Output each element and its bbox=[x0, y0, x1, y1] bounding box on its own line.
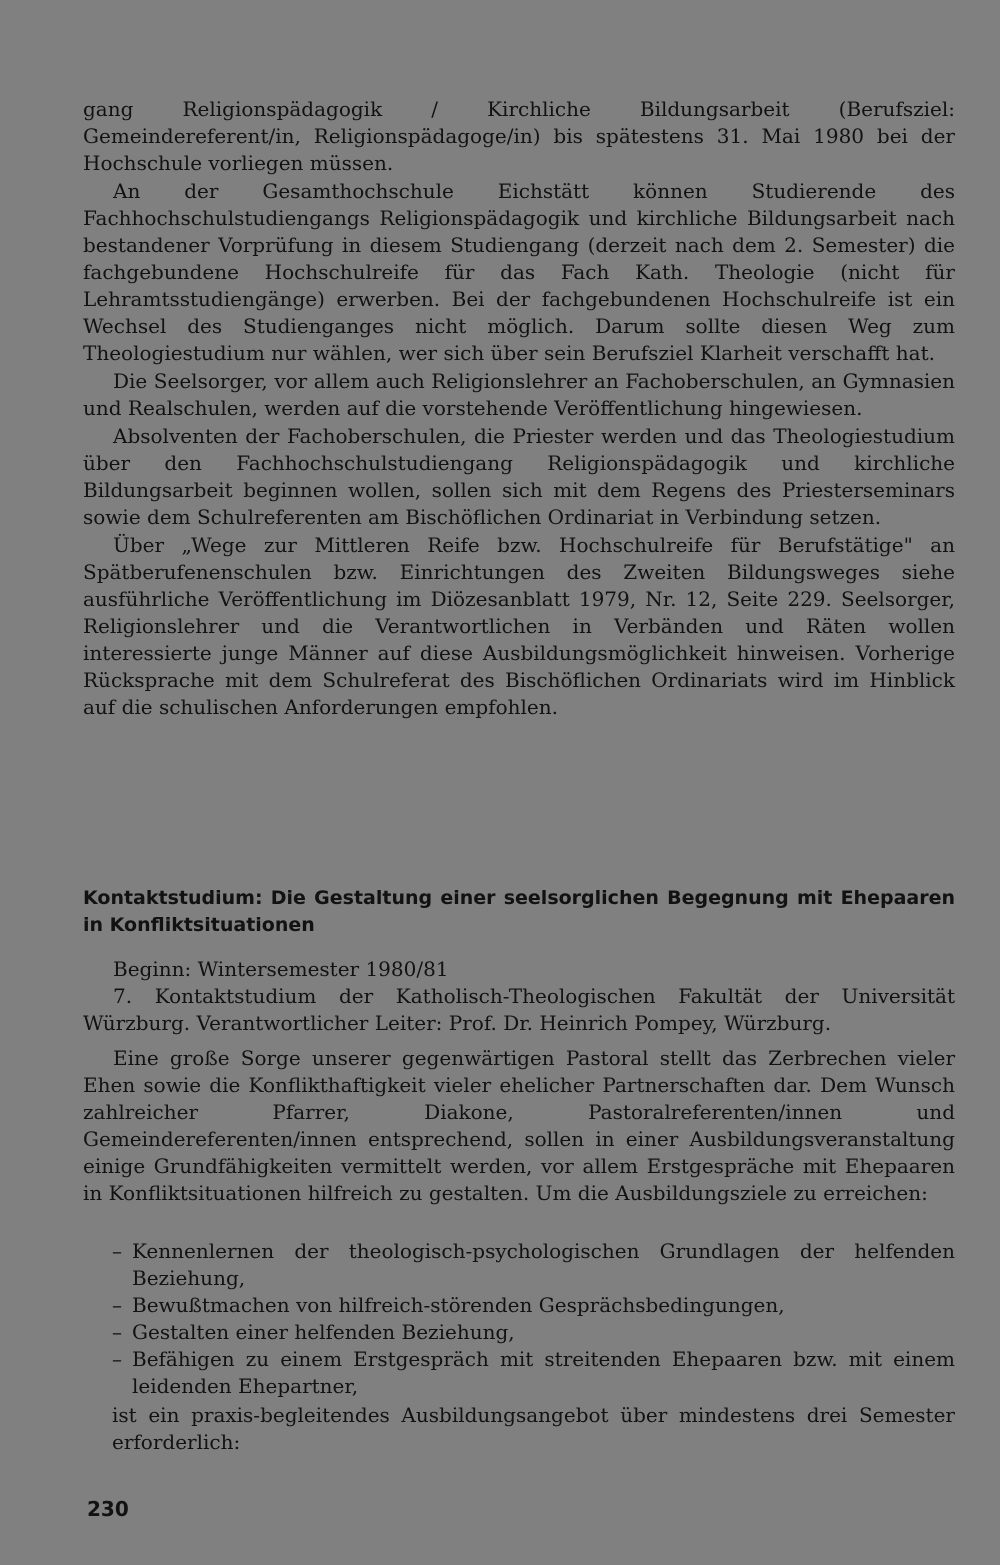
dash-marker: – bbox=[112, 1293, 122, 1317]
paragraph: Die Seelsorger, vor allem auch Religionslehrer an Fachoberschulen, an Gymnasien und Realschulen, werden auf die vorstehende Veröffentlichung hingewiesen. bbox=[83, 369, 955, 420]
list-item-text: Kennenlernen der theologisch-psychologischen Grundlagen der helfenden Beziehung, bbox=[132, 1239, 955, 1290]
section-heading: Kontaktstudium: Die Gestaltung einer seelsorglichen Begegnung mit Ehepaaren in Konfliktsituationen bbox=[83, 887, 955, 936]
section-kontaktstudium bbox=[83, 956, 955, 1207]
list-item bbox=[112, 1346, 955, 1400]
closing-paragraph: ist ein praxis-begleitendes Ausbildungsangebot über mindestens drei Semester erforderlich: bbox=[112, 1403, 955, 1454]
list-item bbox=[112, 1319, 955, 1346]
goals-list bbox=[112, 1238, 955, 1400]
paragraph: gang Religionspädagogik / Kirchliche Bildungsarbeit (Berufsziel: Gemeindereferent/in, Religionspädagoge/in) bis spätestens 31. Mai 1980 bei der Hochschule vorliegen müssen. bbox=[83, 97, 955, 175]
list-item bbox=[112, 1292, 955, 1319]
dash-marker: – bbox=[112, 1347, 122, 1371]
body-paragraph: Eine große Sorge unserer gegenwärtigen Pastoral stellt das Zerbrechen vieler Ehen sowie die Konflikthaftigkeit vieler ehelicher Partnerschaften dar. Dem Wunsch zahlreicher Pfarrer, Diakone, Pastoralreferenten/innen und Gemeindereferenten/innen entsprechend, sollen in einer Ausbildungsveranstaltung einige Grundfähigkeiten vermittelt werden, vor allem Erstgespräche mit Ehepaaren in Konfliktsituationen hilfreich zu gestalten. Um die Ausbildungsziele zu erreichen: bbox=[83, 1046, 955, 1205]
section-continuation bbox=[83, 96, 955, 721]
paragraph: Absolventen der Fachoberschulen, die Priester werden und das Theologiestudium über den Fachhochschulstudiengang Religionspädagogik und kirchliche Bildungsarbeit beginnen wollen, sollen sich mit dem Regens des Priesterseminars sowie dem Schulreferenten am Bischöflichen Ordinariat in Verbindung setzen. bbox=[83, 424, 955, 529]
paragraph: Über „Wege zur Mittleren Reife bzw. Hochschulreife für Berufstätige" an Spätberufenenschulen bzw. Einrichtungen des Zweiten Bildungsweges siehe ausführliche Veröffentlichung im Diözesanblatt 1979, Nr. 12, Seite 229. Seelsorger, Religionslehrer und die Verantwortlichen in Verbänden und Räten wollen interessierte junge Männer auf diese Ausbildungsmöglichkeit hinweisen. Vorherige Rücksprache mit dem Schulreferat des Bischöflichen Ordinariats wird im Hinblick auf die schulischen Anforderungen empfohlen. bbox=[83, 533, 955, 719]
list-item-text: Bewußtmachen von hilfreich-störenden Gesprächsbedingungen, bbox=[132, 1293, 785, 1317]
paragraph: An der Gesamthochschule Eichstätt können Studierende des Fachhochschulstudiengangs Religionspädagogik und kirchliche Bildungsarbeit nach bestandener Vorprüfung in diesem Studiengang (derzeit nach dem 2. Semester) die fachgebundene Hochschulreife für das Fach Kath. Theologie (nicht für Lehramtsstudiengänge) erwerben. Bei der fachgebundenen Hochschulreife ist ein Wechsel des Studienganges nicht möglich. Darum sollte diesen Weg zum Theologiestudium nur wählen, wer sich über sein Berufsziel Klarheit verschafft hat. bbox=[83, 179, 955, 365]
list-item-text: Befähigen zu einem Erstgespräch mit streitenden Ehepaaren bzw. mit einem leidenden Ehepartner, bbox=[132, 1347, 955, 1398]
intro-paragraph: 7. Kontaktstudium der Katholisch-Theologischen Fakultät der Universität Würzburg. Verantwortlicher Leiter: Prof. Dr. Heinrich Pompey, Würzburg. bbox=[83, 984, 955, 1035]
start-date-line: Beginn: Wintersemester 1980/81 bbox=[113, 957, 449, 981]
dash-marker: – bbox=[112, 1320, 122, 1344]
list-item-text: Gestalten einer helfenden Beziehung, bbox=[132, 1320, 515, 1344]
page-number: 230 bbox=[87, 1497, 129, 1521]
dash-marker: – bbox=[112, 1239, 122, 1263]
list-item bbox=[112, 1238, 955, 1292]
